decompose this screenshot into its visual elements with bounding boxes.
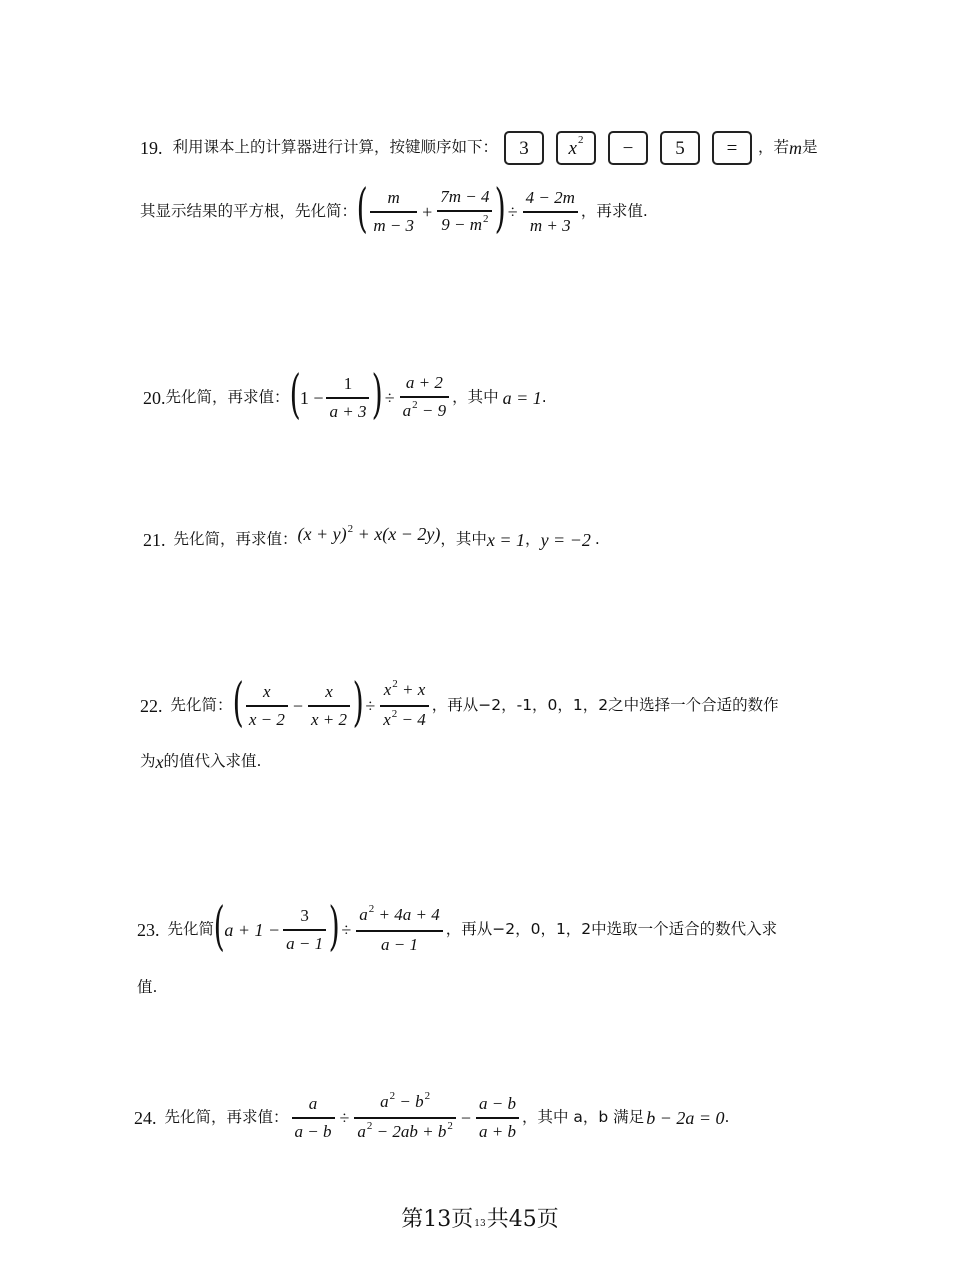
calc-key-minus: −	[608, 131, 648, 165]
q20-fraction-2: $\frac{a + 2}{a^2 - 9}$	[400, 372, 449, 423]
q24-fraction-2: $\frac{a^2 - b^2}{a^2 - 2ab + b^2}$	[354, 1091, 455, 1144]
q21-number: 21.	[143, 530, 166, 550]
page-number-text: 第13页	[401, 1207, 474, 1232]
q20-line-1: 20. 先化简，再求值： ( 1 − $\frac{1}{a + 3}$ ) ÷ $\frac{a + 2}{a^2 - 9}$ ，其中 a = 1 .	[143, 365, 547, 425]
q22-line-2: 为 x 的值代入求值.	[140, 752, 262, 772]
q24-condition: b − 2a = 0	[646, 1108, 725, 1128]
q19-text-e: ，再求值.	[580, 202, 648, 221]
q23-number: 23.	[137, 920, 160, 940]
q21-line-1: 21. 先化简，再求值： $(x + y)^2 + x(x - 2y)$ ，其中 x = 1 ， y = −2 .	[143, 523, 600, 550]
q22-fraction-1: $\frac{x}{x - 2}$	[246, 681, 288, 730]
q23-text-b: ，再从−2，0，1，2中选取一个适合的数代入求	[445, 920, 778, 939]
q20-number: 20.	[143, 388, 166, 408]
q23-text-a: 先化简	[167, 920, 215, 939]
page-footer	[0, 1202, 960, 1233]
q23-line-1: 23. 先化简 ( a + 1 − $\frac{3}{a - 1}$ ) ÷ $\frac{a^2 + 4a + 4}{a - 1}$ ，再从−2，0，1，2中选取一个适合的数代入求	[137, 897, 778, 957]
q21-condition-y: y = −2	[540, 530, 591, 550]
q24-fraction-1: $\frac{a}{a - b}$	[292, 1093, 335, 1142]
q21-text-a: 先化简，再求值：	[173, 530, 298, 549]
q24-text-a: 先化简，再求值：	[164, 1108, 289, 1127]
q19-line-2: 其显示结果的平方根，先化简： ( $\frac{m}{m - 3}$ + $\frac{7m - 4}{9 - m^2}$ ) ÷ $\frac{4 - 2m}{m + 3}$ ，再求值.	[140, 179, 648, 239]
q19-fraction-2: $\frac{7m - 4}{9 - m^2}$	[437, 186, 492, 237]
calc-key-equals: =	[712, 131, 752, 165]
q21-condition-x: x = 1	[486, 530, 526, 550]
q19-number: 19.	[140, 138, 163, 158]
q24-line-1: 24. 先化简，再求值： $\frac{a}{a - b}$ ÷ $\frac{a^2 - b^2}{a^2 - 2ab + b^2}$ − $\frac{a - b}{a + b}$ ，其中 a，b 满足 b − 2a = 0 .	[134, 1092, 729, 1144]
q19-line-1	[140, 132, 818, 164]
q22-number: 22.	[140, 696, 163, 716]
q22-fraction-2: $\frac{x}{x + 2}$	[308, 681, 350, 730]
q19-text-c: 是	[802, 138, 818, 157]
calc-key-3: 3	[504, 131, 544, 165]
q22-text-b: ，再从−2，-1，0，1，2之中选择一个合适的数作	[431, 696, 779, 715]
q22-var-x: x	[155, 752, 164, 772]
q24-number: 24.	[134, 1108, 157, 1128]
q22-text-a: 先化简：	[170, 696, 233, 715]
q19-fraction-1: $\frac{m}{m - 3}$	[370, 187, 417, 236]
q24-fraction-3: $\frac{a - b}{a + b}$	[476, 1093, 519, 1142]
q19-var-m: m	[789, 138, 803, 158]
q20-condition: a = 1	[502, 388, 542, 408]
q19-text-a: 利用课本上的计算器进行计算，按键顺序如下：	[172, 138, 499, 157]
page-number-small: 13	[474, 1219, 486, 1229]
q22-fraction-3: $\frac{x^2 + x}{x^2 - 4}$	[380, 679, 429, 732]
q23-line-2: 值.	[137, 978, 158, 997]
q19-text-d: 其显示结果的平方根，先化简：	[140, 202, 358, 221]
q20-fraction-1: $\frac{1}{a + 3}$	[326, 373, 369, 422]
q22-line-1: 22. 先化简： ( $\frac{x}{x - 2}$ − $\frac{x}{x + 2}$ ) ÷ $\frac{x^2 + x}{x^2 - 4}$ ，再从−2，-1，0，1，2之中选择一个合适的数作	[140, 673, 779, 733]
q23-fraction-1: $\frac{3}{a - 1}$	[283, 905, 326, 954]
page-total-text: 共45页	[486, 1207, 559, 1232]
q19-fraction-3: $\frac{4 - 2m}{m + 3}$	[523, 187, 578, 236]
q24-text-b: ，其中 a，b 满足	[521, 1108, 645, 1127]
calc-key-5: 5	[660, 131, 700, 165]
q23-fraction-2: $\frac{a^2 + 4a + 4}{a - 1}$	[356, 904, 442, 955]
q19-text-b: ，若	[758, 138, 790, 157]
calc-key-x-squared: x 2	[556, 131, 596, 165]
q20-text-a: 先化简，再求值：	[165, 388, 290, 407]
q21-expression: $(x + y)^2 + x(x - 2y)$	[297, 523, 441, 544]
